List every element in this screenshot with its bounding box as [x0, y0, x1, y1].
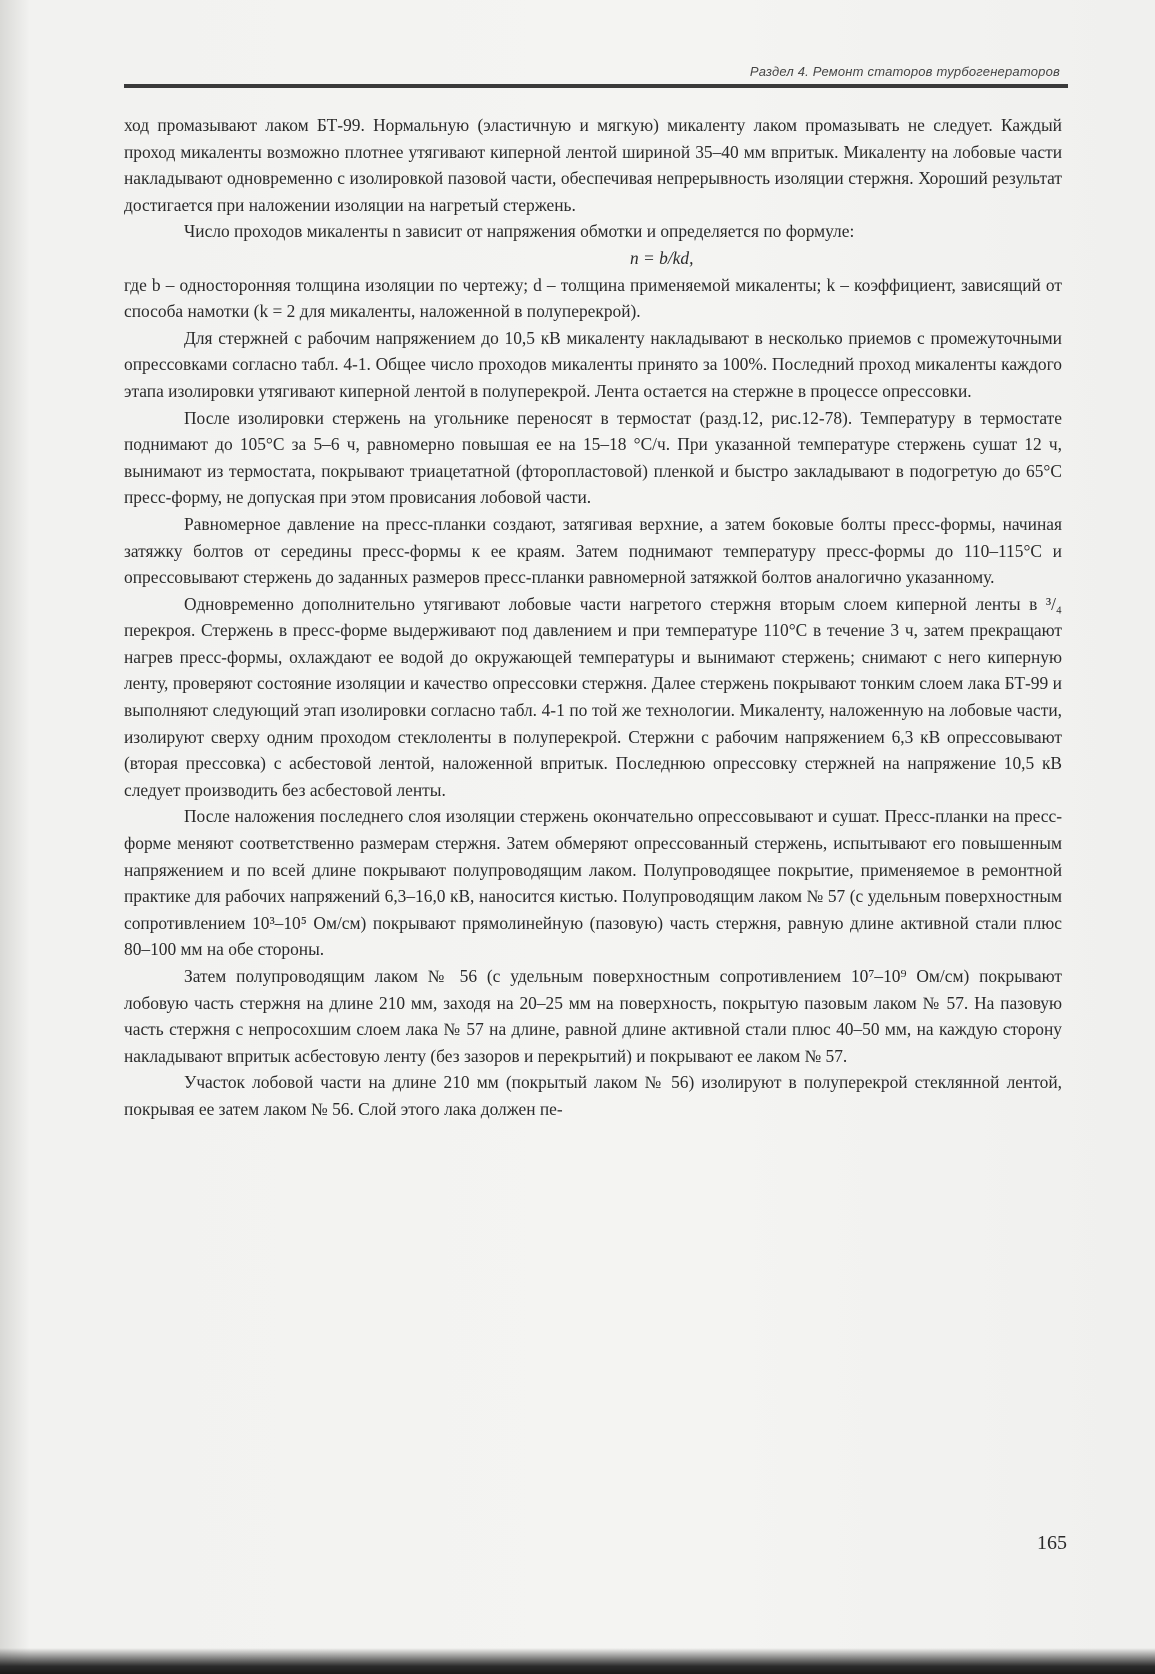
paragraph: После изолировки стержень на угольнике переносят в термостат (разд.12, рис.12-78). Температуру в термостате поднимают до 105°С за 5–6 ч, равномерно повышая ее на 15–18 °С/ч. При указанной температуре стержень сушат 12 ч, вынимают из термостата, покрывают триацетатной (фторопластовой) пленкой и быстро закладывают в подогретую до 65°С пресс-форму, не допуская при этом провисания лобовой части. [124, 407, 1062, 508]
paragraph: Равномерное давление на пресс-планки создают, затягивая верхние, а затем боковые болты пресс-формы, начиная затяжку болтов от середины пресс-формы к ее краям. Затем поднимают температуру пресс-формы до 110–115°С и опрессовывают стержень до заданных размеров пресс-планки равномерной затяжкой болтов аналогично указанному. [124, 513, 1062, 588]
section-title: Раздел 4. Ремонт статоров турбогенераторов [749, 64, 1060, 79]
paragraph: Одновременно дополнительно утягивают лобовые части нагретого стержня вторым слоем киперной ленты в ³/₄ перекроя. Стержень в пресс-форме выдерживают под давлением и при температуре 110°С в течение 3 ч, затем прекращают нагрев пресс-формы, охлаждают ее водой до окружающей температуры и вынимают стержень; снимают с него киперную ленту, проверяют состояние изоляции и качество опрессовки стержня. Далее стержень покрывают тонким слоем лака БТ-99 и выполняют следующий этап изолировки согласно табл. 4-1 по той же технологии. Микаленту, наложенную на лобовые части, изолируют сверху одним проходом стеклоленты в полуперекрой. Стержни с рабочим напряжением 6,3 кВ опрессовывают (вторая прессовка) с асбестовой лентой, наложенной впритык. Последнюю опрессовку стержней на напряжение 10,5 кВ следует производить без асбестовой ленты. [124, 593, 1062, 800]
paragraph: Затем полупроводящим лаком № 56 (с удельным поверхностным сопротивлением 10⁷–10⁹ Ом/см) покрывают лобовую часть стержня на длине 210 мм, заходя на 20–25 мм на поверхность, покрытую пазовым лаком № 57. На пазовую часть стержня с непросохшим слоем лака № 57 на длине, равной длине активной стали плюс 40–50 мм, на каждую сторону накладывают впритык асбестовую ленту (без зазоров и перекрытий) и покрывают ее лаком № 57. [124, 966, 1062, 1066]
body-text [124, 112, 1062, 1123]
paragraph: Для стержней с рабочим напряжением до 10,5 кВ микаленту накладывают в несколько приемов с промежуточными опрессовками согласно табл. 4-1. Общее число проходов микаленты принято за 100%. Последний проход микаленты каждого этапа изолировки утягивают киперной лентой в полуперекрой. Лента остается на стержне в процессе опрессовки. [124, 327, 1062, 401]
formula: n = b/kd, [630, 247, 694, 268]
paragraph: ход промазывают лаком БТ-99. Нормальную (эластичную и мягкую) микаленту лаком промазывать не следует. Каждый проход микаленты возможно плотнее утягивают киперной лентой шириной 35–40 мм впритык. Микаленту на лобовые части накладывают одновременно с изолировкой пазовой части, обеспечивая непрерывность изоляции стержня. Хороший результат достигается при наложении изоляции на нагретый стержень. [124, 115, 1062, 215]
paragraph: где b – односторонняя толщина изоляции по чертежу; d – толщина применяемой микаленты; k – коэффициент, зависящий от способа намотки (k = 2 для микаленты, наложенной в полуперекрой). [124, 274, 1062, 322]
paragraph: После наложения последнего слоя изоляции стержень окончательно опрессовывают и сушат. Пресс-планки на пресс-форме меняют соответственно размерам стержня. Затем обмеряют опрессованный стержень, испытывают его повышенным напряжением и по всей длине покрывают полупроводящим лаком. Полупроводящее покрытие, применяемое в ремонтной практике для рабочих напряжений 6,3–16,0 кВ, наносится кистью. Полупроводящим лаком № 57 (с удельным поверхностным сопротивлением 10³–10⁵ Ом/см) покрывают прямолинейную (пазовую) часть стержня, равную длине активной стали плюс 80–100 мм на обе стороны. [124, 806, 1062, 960]
running-header [124, 60, 1068, 88]
paragraph: Число проходов микаленты n зависит от напряжения обмотки и определяется по формуле: [184, 221, 855, 242]
paragraph: Участок лобовой части на длине 210 мм (покрытый лаком № 56) изолируют в полуперекрой стеклянной лентой, покрывая ее затем лаком № 56. Слой этого лака должен пе- [124, 1072, 1062, 1119]
page-number: 165 [1037, 1532, 1067, 1554]
scan-edge-shadow [0, 1648, 1155, 1674]
header-rule [124, 84, 1068, 88]
